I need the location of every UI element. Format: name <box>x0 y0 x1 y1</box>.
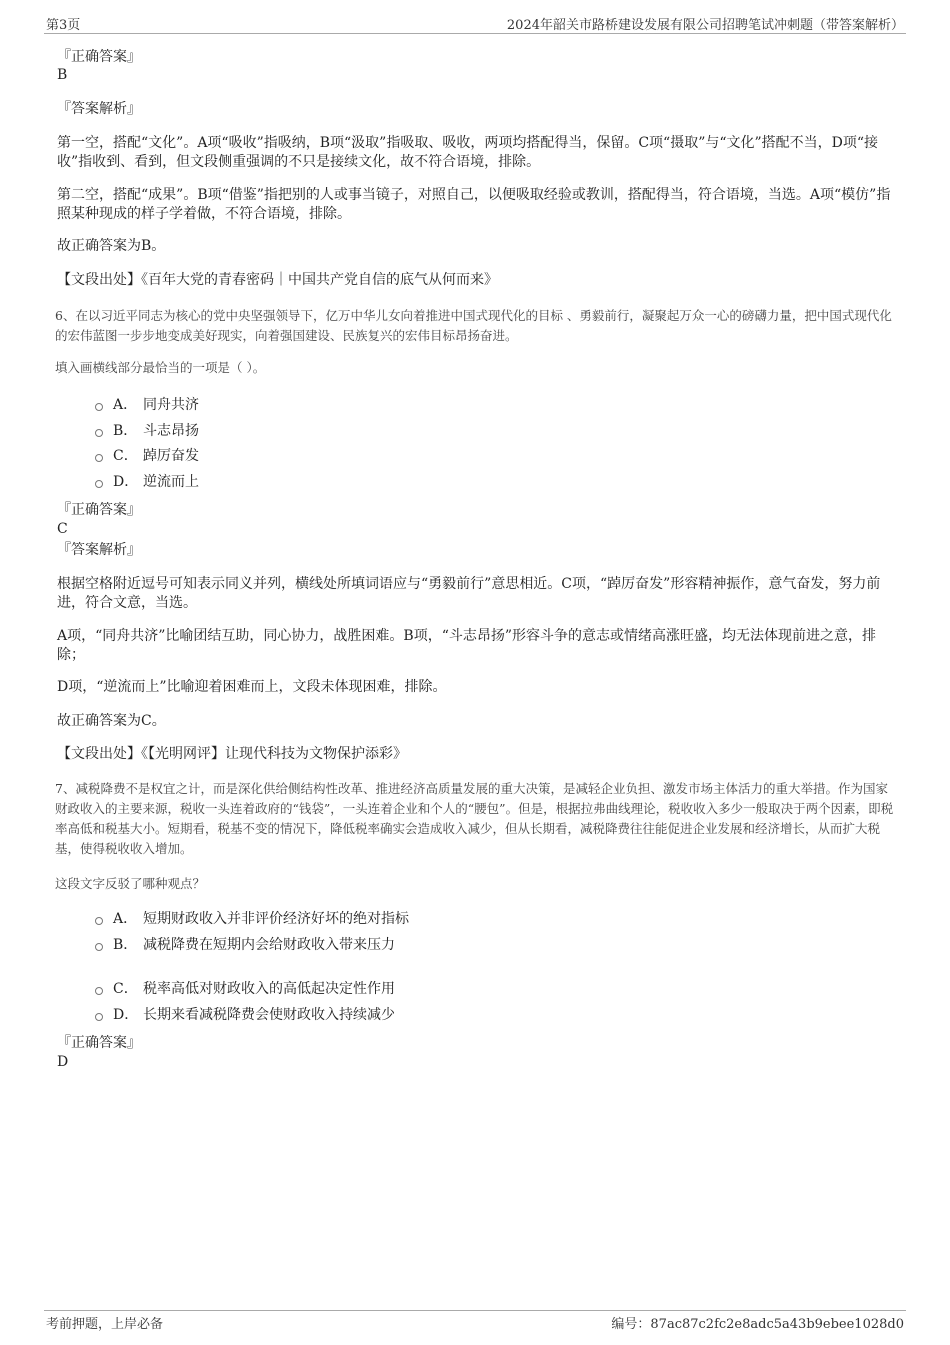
option-d[interactable] <box>95 472 199 492</box>
radio-icon[interactable] <box>95 454 103 462</box>
option-text: 减税降费在短期内会给财政收入带来压力 <box>143 937 395 953</box>
radio-icon[interactable] <box>95 429 103 437</box>
footer-divider <box>44 1310 906 1311</box>
analysis-conclusion: 故正确答案为B。 <box>57 238 166 254</box>
answer-value: C <box>57 521 68 537</box>
analysis-paragraph: A项，“同舟共济”比喻团结互助，同心协力，战胜困难。B项，“斗志昂扬”形容斗争的意志或情绪高涨旺盛，均无法体现前进之意，排除； <box>57 628 877 663</box>
option-letter: A． <box>113 397 138 413</box>
analysis-paragraph: 第二空，搭配“成果”。B项“借鉴”指把别的人或事当镜子，对照自己，以便吸取经验或教训，搭配得当，符合语境，当选。A项“模仿”指照某种现成的样子学着做，不符合语境，排除。 <box>57 187 891 222</box>
option-letter: C． <box>113 448 138 464</box>
answer-label: 『正确答案』 <box>57 1035 141 1051</box>
option-letter: B． <box>113 423 138 439</box>
document-id: 编号：87ac87c2fc2e8adc5a43b9ebee1028d0 <box>611 1317 904 1332</box>
question-prompt: 这段文字反驳了哪种观点？ <box>55 876 206 891</box>
question-prompt: 填入画横线部分最恰当的一项是（ ）。 <box>55 360 266 375</box>
radio-icon[interactable] <box>95 987 103 995</box>
option-letter: B． <box>113 937 138 953</box>
analysis-conclusion: 故正确答案为C。 <box>57 713 166 729</box>
option-c[interactable] <box>95 446 199 466</box>
option-text: 逆流而上 <box>143 474 199 490</box>
option-letter: C． <box>113 981 138 997</box>
option-text: 长期来看减税降费会使财政收入持续减少 <box>143 1007 395 1023</box>
option-text: 斗志昂扬 <box>143 423 199 439</box>
option-a[interactable] <box>95 909 409 929</box>
question-text: 7、减税降费不是权宜之计，而是深化供给侧结构性改革、推进经济高质量发展的重大决策，是减轻企业负担、激发市场主体活力的重大举措。作为国家财政收入的主要来源，税收一头连着政府的“钱袋”，一头连着企业和个人的“腰包”。但是，根据拉弗曲线理论，税收收入多少一般取决于两个因素，即税率高低和税基大小。短期看，税基不变的情况下，降低税率确实会造成收入减少，但从长期看，减税降费往往能促进企业发展和经济增长，从而扩大税基，使得税收收入增加。 <box>55 781 894 856</box>
analysis-label: 『答案解析』 <box>57 101 141 117</box>
option-d[interactable] <box>95 1005 395 1025</box>
analysis-paragraph: 根据空格附近逗号可知表示同义并列，横线处所填词语应与“勇毅前行”意思相近。C项，“踔厉奋发”形容精神振作，意气奋发，努力前进，符合文意，当选。 <box>57 576 881 611</box>
radio-icon[interactable] <box>95 480 103 488</box>
radio-icon[interactable] <box>95 917 103 925</box>
option-text: 短期财政收入并非评价经济好坏的绝对指标 <box>143 911 409 927</box>
answer-label: 『正确答案』 <box>57 49 141 65</box>
option-letter: D． <box>113 474 139 490</box>
source-citation: 【文段出处】《【光明网评】让现代科技为文物保护添彩》 <box>57 746 407 762</box>
analysis-label: 『答案解析』 <box>57 542 141 558</box>
source-citation: 【文段出处】《百年大党的青春密码｜中国共产党自信的底气从何而来》 <box>57 272 498 288</box>
radio-icon[interactable] <box>95 943 103 951</box>
analysis-paragraph: D项，“逆流而上”比喻迎着困难而上，文段未体现困难，排除。 <box>57 679 447 695</box>
option-letter: D． <box>113 1007 139 1023</box>
footer-slogan: 考前押题，上岸必备 <box>46 1317 164 1332</box>
option-c[interactable] <box>95 979 395 999</box>
page-number: 第3页 <box>46 18 81 33</box>
option-letter: A． <box>113 911 138 927</box>
radio-icon[interactable] <box>95 1013 103 1021</box>
answer-value: B <box>57 67 68 83</box>
analysis-paragraph: 第一空，搭配“文化”。A项“吸收”指吸纳，B项“汲取”指吸取、吸收，两项均搭配得当，保留。C项“摄取”与“文化”搭配不当，D项“接收”指收到、看到，但文段侧重强调的不只是接续文化，故不符合语境，排除。 <box>57 135 879 170</box>
answer-label: 『正确答案』 <box>57 502 141 518</box>
option-b[interactable] <box>95 935 395 955</box>
header-divider <box>44 33 906 34</box>
option-b[interactable] <box>95 421 199 441</box>
document-title: 2024年韶关市路桥建设发展有限公司招聘笔试冲刺题（带答案解析） <box>506 18 904 33</box>
question-text: 6、在以习近平同志为核心的党中央坚强领导下，亿万中华儿女向着推进中国式现代化的目标 、勇毅前行，凝聚起万众一心的磅礴力量，把中国式现代化的宏伟蓝图一步步地变成美好现实，向着强国建设、民族复兴的宏伟目标昂扬奋进。 <box>55 308 892 343</box>
radio-icon[interactable] <box>95 403 103 411</box>
answer-value: D <box>57 1054 69 1070</box>
option-text: 税率高低对财政收入的高低起决定性作用 <box>143 981 395 997</box>
option-text: 同舟共济 <box>143 397 199 413</box>
option-text: 踔厉奋发 <box>143 448 199 464</box>
option-a[interactable] <box>95 395 199 415</box>
